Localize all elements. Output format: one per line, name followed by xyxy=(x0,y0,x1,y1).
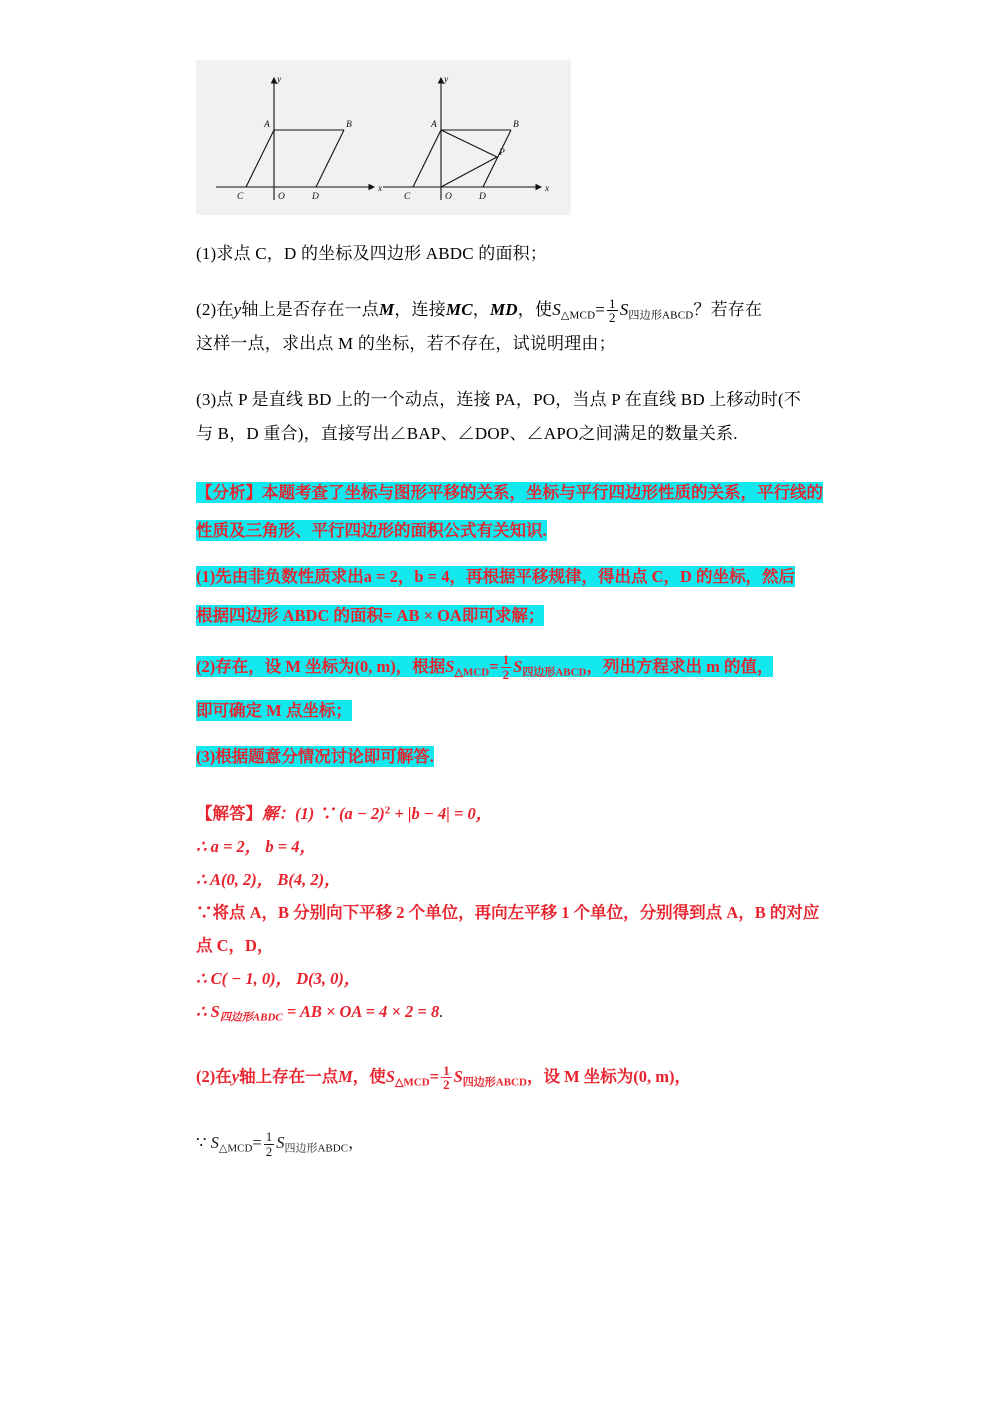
analysis-paragraph-1 xyxy=(196,477,836,509)
svg-text:B: B xyxy=(346,120,352,130)
q2-seg-mc: MC xyxy=(445,300,473,319)
svg-text:P: P xyxy=(499,148,505,158)
question-1 xyxy=(196,237,836,271)
solution-l7-S1: S xyxy=(385,1067,395,1087)
analysis-p3-sub1: △MCD xyxy=(454,665,490,678)
solution-l8-S1: S xyxy=(210,1133,219,1153)
solution-line-5: ∴ C( − 1, 0)， D(3, 0)， xyxy=(196,968,361,988)
q2-t6: ？若存在 xyxy=(693,300,763,319)
solution-l7-fraction: $\frac{1}{2}$ xyxy=(443,1062,450,1093)
question-2-line-2: 这样一点，求出点 M 的坐标，若不存在，试说明理由； xyxy=(196,334,616,353)
analysis-p3-fraction: $\frac{1}{2}$ xyxy=(502,652,510,682)
q2-seg-md: MD xyxy=(489,300,518,319)
solution-l7-eq: = xyxy=(429,1067,440,1087)
solution-l7d: ，设 M 坐标为(0, m)， xyxy=(526,1067,691,1087)
solution-l1-exp: 2 xyxy=(384,804,391,817)
analysis-paragraph-3b xyxy=(196,695,836,727)
question-2-line-1 xyxy=(196,293,836,327)
q2-t3: ，连接 xyxy=(394,300,446,319)
q2-eq: = xyxy=(595,300,606,319)
solution-line-1 xyxy=(196,797,836,830)
q2-S1: S xyxy=(552,300,561,319)
solution-line-2: ∴ a = 2， b = 4， xyxy=(196,836,317,856)
document-content xyxy=(196,60,836,1168)
solution-l8-sub2: 四边形ABDC xyxy=(284,1142,349,1155)
solution-l7-sub2: 四边形ABCD xyxy=(462,1076,527,1089)
solution-l8a: ∵ xyxy=(196,1133,211,1153)
analysis-p1-line1: 本题考查了坐标与图形平移的关系，坐标与平行四边形性质的关系，平行线的 xyxy=(262,483,823,502)
question-3-line-1: (3)点 P 是直线 BD 上的一个动点，连接 PA，PO，当点 P 在直线 BD 上移动时(不 xyxy=(196,390,802,409)
solution-block xyxy=(196,797,836,1168)
svg-text:D: D xyxy=(479,192,486,202)
analysis-block xyxy=(196,477,836,773)
svg-text:x: x xyxy=(545,184,550,194)
solution-line-4: ∵将点 A，B 分别向下平移 2 个单位，再向左平移 1 个单位，分别得到点 A，B 的对应 xyxy=(196,902,820,922)
q2-t2: 轴上是否存在一点 xyxy=(241,300,379,319)
solution-l7-S2: S xyxy=(453,1067,463,1087)
solution-l1a: 解：(1) ∵ (a − 2) xyxy=(262,803,385,823)
analysis-paragraph-2b xyxy=(196,600,836,632)
analysis-p3-S1: S xyxy=(445,656,455,676)
solution-l1b: + |b − 4| = 0， xyxy=(390,803,493,823)
analysis-p4: (3)根据题意分情况讨论即可解答. xyxy=(196,746,434,766)
svg-text:y: y xyxy=(277,75,282,85)
solution-l6a: ∴ S xyxy=(196,1001,220,1021)
analysis-p1-line2: 性质及三角形、平行四边形的面积公式有关知识. xyxy=(196,521,547,541)
solution-line-7 xyxy=(196,1054,836,1100)
solution-l7c: ，使 xyxy=(352,1067,386,1087)
analysis-paragraph-1b xyxy=(196,515,836,547)
solution-l7-y: y xyxy=(231,1067,240,1087)
analysis-p3-line1 xyxy=(196,652,774,682)
solution-line-8 xyxy=(196,1118,836,1168)
analysis-p3-eq: = xyxy=(489,656,499,676)
analysis-paragraph-3 xyxy=(196,646,836,689)
solution-l7-sub1: △MCD xyxy=(394,1076,430,1089)
svg-text:D: D xyxy=(312,192,319,202)
svg-text:A: A xyxy=(431,120,437,130)
solution-title: 【解答】 xyxy=(196,803,262,823)
q2-S2: S xyxy=(619,300,629,319)
svg-text:C: C xyxy=(404,192,411,202)
q2-sub2: 四边形ABCD xyxy=(628,309,694,322)
solution-l6-end: . xyxy=(439,1001,444,1021)
q2-var-m: M xyxy=(378,300,395,319)
q2-t5: ，使 xyxy=(517,300,553,319)
solution-l8-sub1: △MCD xyxy=(218,1142,253,1155)
solution-l7a: (2)在 xyxy=(196,1067,232,1087)
svg-text:O: O xyxy=(445,192,452,202)
analysis-p3-t1: (2)存在，设 M 坐标为(0, m)，根据 xyxy=(196,656,446,676)
analysis-p2-line2: 根据四边形 ABDC 的面积= AB × OA即可求解； xyxy=(196,605,545,625)
coordinate-geometry-figure xyxy=(196,60,571,215)
solution-line-4b: 点 C，D， xyxy=(196,935,274,955)
question-2 xyxy=(196,293,836,361)
svg-text:A: A xyxy=(264,120,270,130)
q2-t1: (2)在 xyxy=(196,300,234,319)
analysis-paragraph-2 xyxy=(196,561,836,593)
solution-line-6 xyxy=(196,995,836,1028)
solution-l7-m: M xyxy=(338,1067,353,1087)
question-1-text: (1)求点 C，D 的坐标及四边形 ABDC 的面积； xyxy=(196,244,548,263)
solution-l8-S2: S xyxy=(276,1133,285,1153)
q2-t4: ， xyxy=(472,300,490,319)
q2-var-y: y xyxy=(233,300,242,319)
solution-l8-eq: = xyxy=(252,1133,262,1153)
svg-text:C: C xyxy=(237,192,244,202)
analysis-p2-line1: (1)先由非负数性质求出a = 2，b = 4，再根据平移规律，得出点 C，D 的坐标，然后 xyxy=(196,567,796,587)
solution-l7b: 轴上存在一点 xyxy=(239,1067,339,1087)
question-3 xyxy=(196,383,836,451)
solution-l6b: = AB × OA = 4 × 2 = 8 xyxy=(282,1001,440,1021)
svg-text:x: x xyxy=(378,184,383,194)
analysis-title: 【分析】 xyxy=(196,483,262,502)
analysis-p3-sub2: 四边形ABCD xyxy=(522,665,587,678)
svg-text:O: O xyxy=(278,192,285,202)
analysis-paragraph-4 xyxy=(196,741,836,773)
q2-sub1: △MCD xyxy=(560,309,596,322)
solution-l6-sub: 四边形ABDC xyxy=(219,1011,283,1024)
svg-text:B: B xyxy=(513,120,519,130)
solution-l8-fraction: $\frac{1}{2}$ xyxy=(265,1128,273,1159)
analysis-p3-t2: ，列出方程求出 m 的值， xyxy=(586,656,774,676)
svg-text:y: y xyxy=(444,75,449,85)
solution-l8b: ， xyxy=(348,1133,365,1153)
q2-fraction: $\frac{1}{2}$ xyxy=(609,295,616,326)
analysis-p3-S2: S xyxy=(513,656,523,676)
analysis-p3-line2: 即可确定 M 点坐标； xyxy=(196,700,352,720)
solution-line-3: ∴ A(0, 2)， B(4, 2)， xyxy=(196,869,341,889)
question-3-line-2: 与 B，D 重合)，直接写出∠BAP、∠DOP、∠APO之间满足的数量关系. xyxy=(196,424,738,443)
